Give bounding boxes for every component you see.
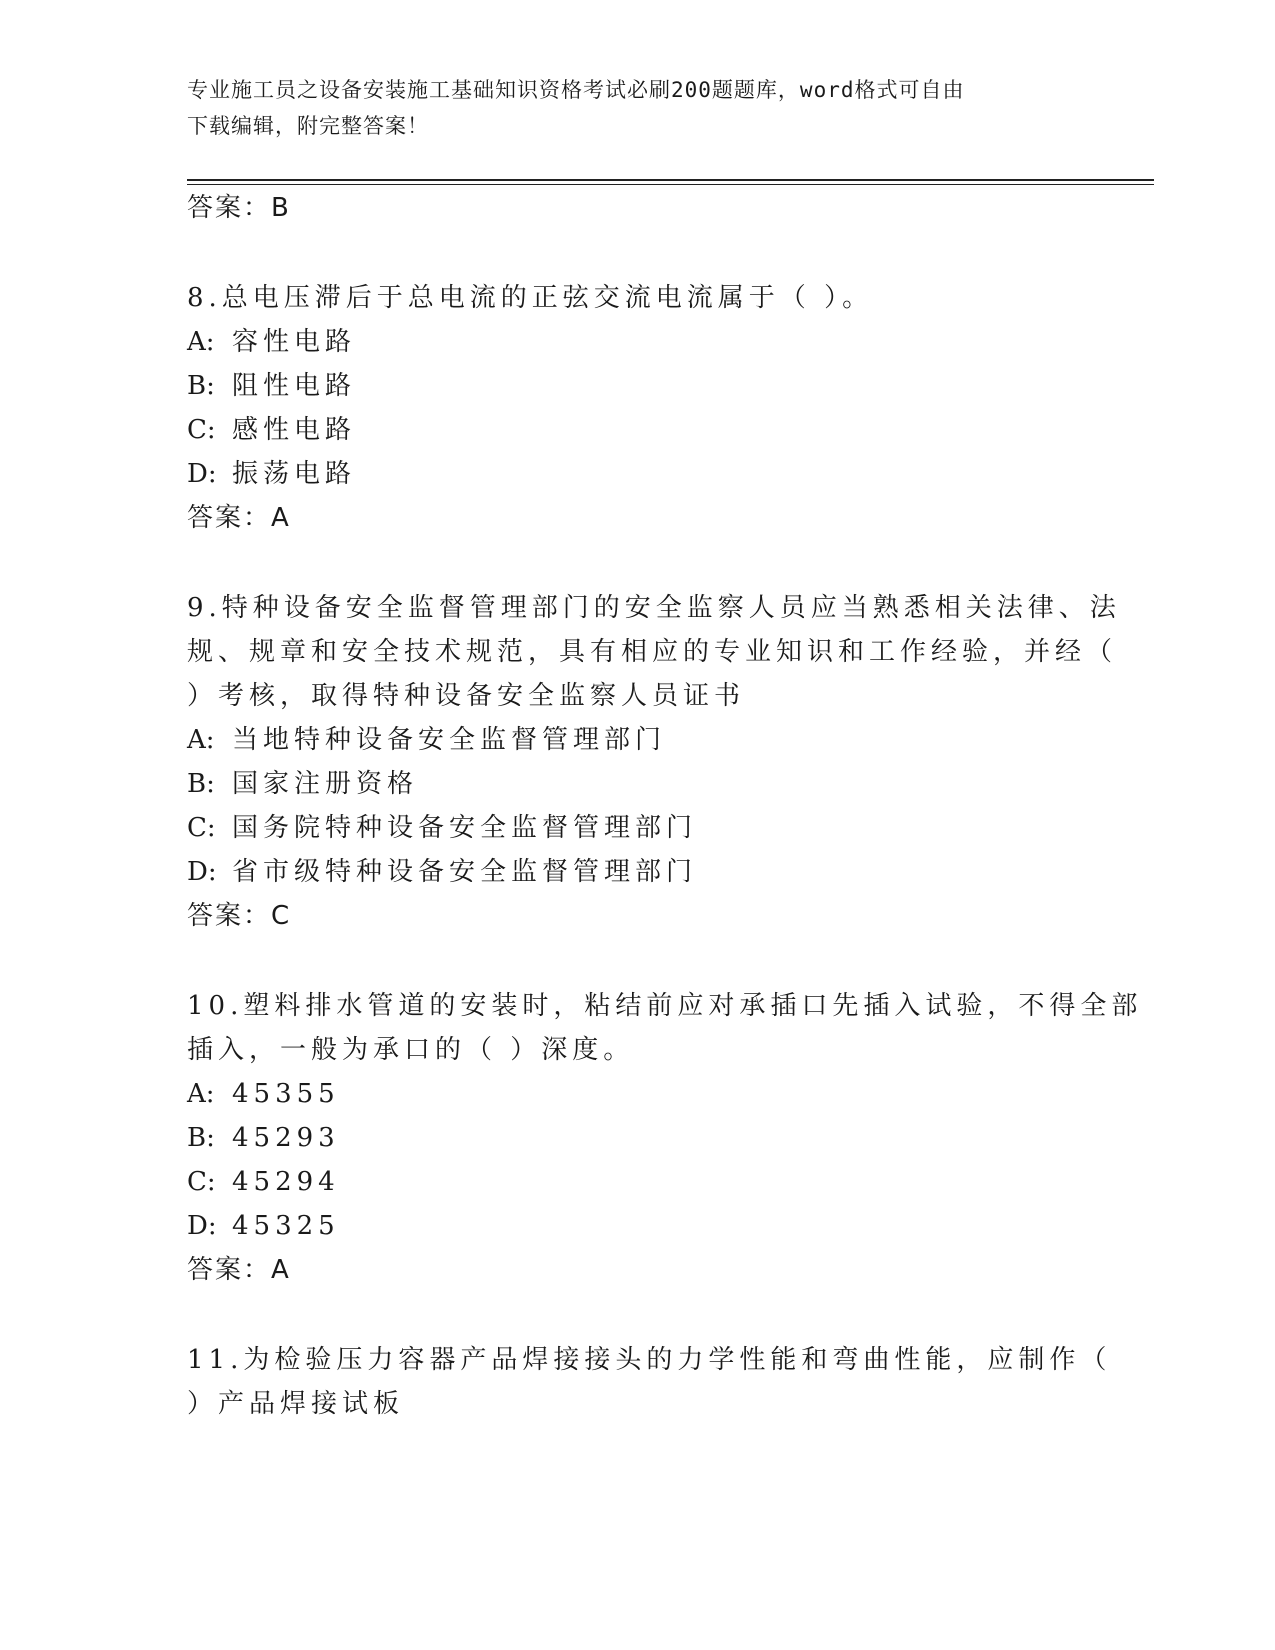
option-text: 当地特种设备安全监督管理部门 [232,725,667,755]
option-text: 45355 [232,1079,340,1109]
q10-option-c [187,1160,340,1205]
option-text: 国家注册资格 [232,769,419,799]
q9-answer: 答案：C [187,901,292,931]
q8-answer: 答案：A [187,503,291,533]
document-header [187,72,1087,144]
option-label: D: [187,1211,217,1241]
q7-answer: 答案：B [187,193,291,223]
option-text: 振荡电路 [232,459,357,489]
option-label: C: [187,1167,216,1197]
q10-stem-line-1: 10.塑料排水管道的安装时，粘结前应对承插口先插入试验，不得全部 [187,991,1143,1021]
header-line-2: 下载编辑，附完整答案！ [187,114,429,138]
q9-option-b [187,762,418,807]
header-line-1: 专业施工员之设备安装施工基础知识资格考试必刷200题题库，word格式可自由 [187,78,965,102]
option-text: 省市级特种设备安全监督管理部门 [232,857,698,887]
q11-stem-line-2: ）产品焊接试板 [187,1389,405,1419]
option-label: C: [187,415,216,445]
q8-option-a [187,320,356,365]
option-label: D: [187,459,217,489]
q8-option-b [187,364,356,409]
option-label: C: [187,813,216,843]
option-label: B: [187,1123,215,1153]
q10-stem-line-2: 插入，一般为承口的（ ）深度。 [187,1035,635,1065]
q9-option-d [187,850,697,895]
option-text: 45294 [232,1167,340,1197]
header-rule-thick [187,179,1154,181]
q10-option-d [187,1204,340,1249]
option-label: A: [187,725,215,755]
q9-stem-line-1: 9.特种设备安全监督管理部门的安全监察人员应当熟悉相关法律、法 [187,593,1121,623]
q10-option-b [187,1116,340,1161]
option-text: 45325 [232,1211,340,1241]
option-text: 国务院特种设备安全监督管理部门 [232,813,698,843]
option-text: 阻性电路 [232,371,357,401]
q10-answer: 答案：A [187,1255,291,1285]
option-label: D: [187,857,217,887]
header-rule-thin [187,184,1154,185]
option-label: B: [187,371,215,401]
q8-option-d [187,452,356,497]
option-label: A: [187,327,215,357]
option-label: A: [187,1079,215,1109]
q9-option-c [187,806,697,851]
q11-stem-line-1: 11.为检验压力容器产品焊接接头的力学性能和弯曲性能，应制作（ [187,1345,1112,1375]
option-text: 容性电路 [232,327,357,357]
q9-option-a [187,718,666,763]
option-text: 感性电路 [232,415,357,445]
q9-stem-line-2: 规、规章和安全技术规范，具有相应的专业知识和工作经验，并经（ [187,637,1118,667]
q8-stem-line-1: 8.总电压滞后于总电流的正弦交流电流属于（ ）。 [187,283,874,313]
q8-option-c [187,408,356,453]
option-text: 45293 [232,1123,340,1153]
q10-option-a [187,1072,340,1117]
option-label: B: [187,769,215,799]
q9-stem-line-3: ）考核，取得特种设备安全监察人员证书 [187,681,746,711]
